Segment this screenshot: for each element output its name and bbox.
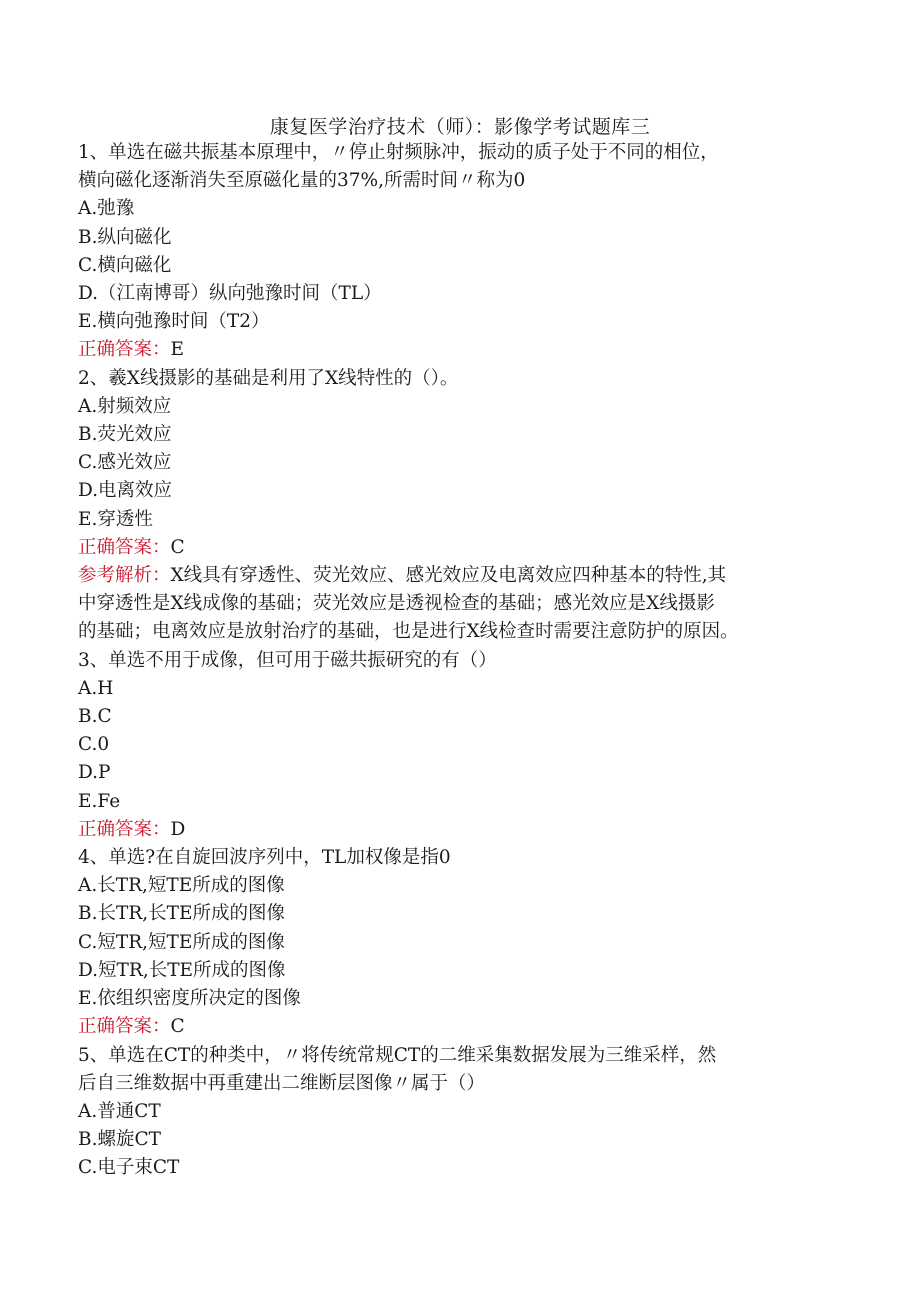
question-2-option-e: E.穿透性 — [78, 508, 153, 530]
question-2-answer — [78, 534, 848, 562]
question-4-answer — [78, 1013, 848, 1041]
question-2-option-d: D.电离效应 — [78, 480, 173, 502]
answer-label: 正确答案： — [78, 818, 171, 840]
analysis-text: X线具有穿透性、荧光效应、感光效应及电离效应四种基本的特性,其 — [170, 565, 727, 587]
question-5 — [78, 1042, 848, 1183]
question-1-stem-line-2: 横向磁化逐渐消失至原磁化量的37%,所需时间〃称为0 — [78, 170, 526, 192]
question-2-option-c: C.感光效应 — [78, 452, 172, 474]
question-4-option-e: E.依组织密度所决定的图像 — [78, 988, 301, 1010]
answer-value: C — [170, 1016, 185, 1038]
question-3-stem-line-1: 3、单选不用于成像，但可用于磁共振研究的有（） — [78, 649, 497, 671]
answer-value: C — [170, 536, 185, 558]
answer-label: 正确答案： — [78, 339, 171, 361]
question-1-stem-line-1: 1、单选在磁共振基本原理中，〃停止射频脉冲，振动的质子处于不同的相位， — [78, 142, 719, 163]
question-1 — [78, 139, 848, 365]
question-2-option-a: A.射频效应 — [78, 395, 172, 417]
question-5-option-a: A.普通CT — [78, 1100, 161, 1122]
question-4 — [78, 844, 848, 1041]
question-2-analysis-line-1 — [78, 562, 848, 590]
question-2-analysis-line-2: 中穿透性是X线成像的基础；荧光效应是透视检查的基础；感光效应是X线摄影 — [78, 593, 715, 615]
question-1-option-c: C.横向磁化 — [78, 254, 172, 276]
question-list — [78, 139, 848, 1183]
question-1-option-a: A.弛豫 — [78, 198, 135, 220]
question-3-option-d: D.P — [78, 762, 111, 784]
question-5-option-c: C.电子束CT — [78, 1157, 180, 1179]
question-4-option-d: D.短TR,长TE所成的图像 — [78, 959, 286, 981]
answer-label: 正确答案： — [78, 1016, 171, 1038]
question-3-answer — [78, 816, 848, 844]
question-3-option-c: C.0 — [78, 734, 110, 756]
question-1-option-d: D.（江南博哥）纵向弛豫时间（TL） — [78, 283, 382, 305]
answer-label: 正确答案： — [78, 536, 171, 558]
question-3-option-a: A.H — [78, 677, 114, 699]
question-4-option-b: B.长TR,长TE所成的图像 — [78, 903, 285, 925]
question-4-option-a: A.长TR,短TE所成的图像 — [78, 875, 285, 897]
answer-value: D — [170, 818, 186, 840]
question-4-stem-line-1: 4、单选?在自旋回波序列中，TL加权像是指0 — [78, 847, 451, 869]
document-title: 康复医学治疗技术（师）：影像学考试题库三 — [269, 116, 651, 138]
question-1-answer — [78, 336, 848, 364]
question-5-stem-line-1: 5、单选在CT的种类中，〃将传统常规CT的二维采集数据发展为三维采样，然 — [78, 1044, 717, 1066]
question-2 — [78, 365, 848, 647]
question-3-option-e: E.Fe — [78, 790, 121, 812]
question-5-stem-line-2: 后自三维数据中再重建出二维断层图像〃属于（） — [78, 1072, 486, 1094]
question-2-analysis-line-3: 的基础；电离效应是放射治疗的基础，也是进行X线检查时需要注意防护的原因。 — [78, 621, 739, 643]
question-4-option-c: C.短TR,短TE所成的图像 — [78, 931, 285, 953]
question-2-stem-line-1: 2、羲X线摄影的基础是利用了X线特性的（）。 — [78, 367, 459, 389]
question-1-option-e: E.横向弛豫时间（T2） — [78, 311, 270, 333]
question-5-option-b: B.螺旋CT — [78, 1129, 161, 1151]
question-1-option-b: B.纵向磁化 — [78, 226, 172, 248]
answer-value: E — [170, 339, 185, 361]
question-3 — [78, 647, 848, 844]
question-2-option-b: B.荧光效应 — [78, 424, 172, 446]
question-3-option-b: B.C — [78, 706, 112, 728]
analysis-label: 参考解析： — [78, 565, 171, 587]
